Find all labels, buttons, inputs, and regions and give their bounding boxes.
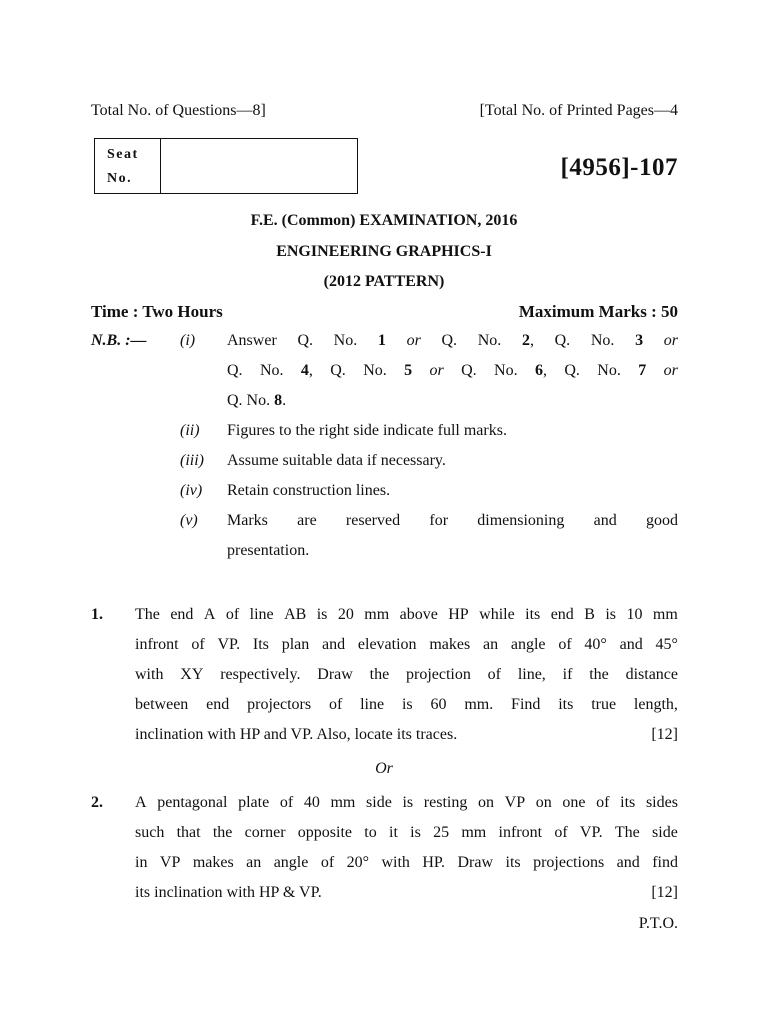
word: VP (159, 854, 181, 871)
word: 20 (337, 606, 354, 623)
total-questions: Total No. of Questions—8] (91, 102, 266, 119)
word: 45° (655, 636, 678, 653)
word: B (584, 606, 595, 623)
word: A (203, 606, 216, 623)
word: of (554, 824, 568, 841)
word: 25 (433, 824, 450, 841)
note-line (227, 512, 678, 530)
question-line (135, 696, 678, 714)
question-line: its inclination with HP & VP. (135, 884, 322, 901)
question-last-line (135, 726, 678, 744)
word: Draw (457, 854, 494, 871)
word: 2, (521, 332, 534, 349)
word: HP (448, 606, 469, 623)
word: find (652, 854, 678, 871)
question-last-line (135, 884, 678, 902)
word: 4, (300, 362, 313, 379)
word: an (482, 636, 499, 653)
question-number: 1. (91, 606, 103, 623)
word: above (399, 606, 438, 623)
word: infront (135, 636, 179, 653)
word: 1 (377, 332, 386, 349)
word: on (535, 794, 552, 811)
word: XY (180, 666, 204, 683)
word: resting (423, 794, 468, 811)
word: with (381, 854, 410, 871)
question-marks: [12] (651, 726, 678, 743)
maximum-marks: Maximum Marks : 50 (518, 302, 678, 321)
word: 5 (404, 362, 413, 379)
word: its (525, 606, 541, 623)
word: No. (363, 362, 387, 379)
word: of (225, 606, 240, 623)
word: No. (597, 362, 621, 379)
word: mm (461, 824, 487, 841)
question-line (135, 854, 678, 872)
word: Its (252, 636, 269, 653)
word: sides (645, 794, 678, 811)
word: Find (511, 696, 541, 713)
word: and (616, 854, 640, 871)
note-line: Assume suitable data if necessary. (227, 452, 446, 469)
word: respectively. (220, 666, 301, 683)
word: elevation (357, 636, 417, 653)
word: mm (330, 794, 356, 811)
word: 20° (346, 854, 369, 871)
word: Q. (441, 332, 458, 349)
exam-title: F.E. (Common) EXAMINATION, 2016 (250, 212, 518, 229)
note-line: Figures to the right side indicate full marks. (227, 422, 507, 439)
total-pages: [Total No. of Printed Pages—4 (479, 102, 678, 119)
word: or (429, 362, 444, 379)
word: No. (259, 362, 284, 379)
word: is (316, 606, 328, 623)
word: side (652, 824, 678, 841)
word: No. (494, 362, 518, 379)
word: of (191, 636, 205, 653)
word: Answer (227, 332, 277, 349)
word: plan (281, 636, 310, 653)
note-line: Retain construction lines. (227, 482, 391, 499)
word: side (366, 794, 392, 811)
word: Q. (330, 362, 346, 379)
word: its (558, 696, 574, 713)
word: Q. (227, 362, 243, 379)
word: VP. (217, 636, 241, 653)
word: 10 (626, 606, 643, 623)
word: mm (364, 606, 390, 623)
word: No. (477, 332, 502, 349)
word: good (645, 512, 678, 529)
seat-number-entry (161, 139, 357, 193)
word: its (505, 854, 521, 871)
word: between (135, 696, 189, 713)
time-allowed: Time : Two Hours (91, 302, 223, 321)
word: of (320, 854, 335, 871)
word: VP (504, 794, 526, 811)
note-line: Q. No. 8. (227, 392, 287, 409)
word: Q. (554, 332, 571, 349)
word: angle (273, 854, 309, 871)
word: an (246, 854, 262, 871)
word: pentagonal (157, 794, 228, 811)
word: for (429, 512, 449, 529)
word: end (550, 606, 574, 623)
question-line (135, 606, 678, 624)
word: Draw (317, 666, 353, 683)
word: while (479, 606, 515, 623)
word: mm. (464, 696, 494, 713)
note-number: (iii) (180, 452, 204, 469)
word: The (135, 606, 160, 623)
word: infront (498, 824, 543, 841)
note-number: (iv) (180, 482, 203, 499)
word: 40 (303, 794, 320, 811)
seat-label: Seat No. (95, 139, 161, 193)
note-number: (ii) (180, 422, 200, 439)
word: Q. (564, 362, 580, 379)
word: is (401, 696, 413, 713)
word: and (593, 512, 617, 529)
word: on (477, 794, 494, 811)
note-number: (v) (180, 512, 198, 529)
word: one (562, 794, 586, 811)
nb-label: N.B. :— (91, 332, 147, 349)
word: of (596, 794, 610, 811)
word: the (212, 824, 233, 841)
question-line (135, 824, 678, 842)
word: and (619, 636, 643, 653)
subject-title: ENGINEERING GRAPHICS-I (276, 243, 492, 260)
word: 7 (638, 362, 647, 379)
word: 40° (584, 636, 607, 653)
word: VP. (579, 824, 603, 841)
word: and (322, 636, 346, 653)
word: the (589, 666, 609, 683)
question-line (135, 666, 678, 684)
note-line (227, 332, 678, 350)
pattern-title: (2012 PATTERN) (323, 273, 445, 290)
word: projection (405, 666, 471, 683)
word: A (135, 794, 147, 811)
seat-number-box (94, 138, 358, 194)
word: of (328, 696, 343, 713)
word: is (605, 606, 617, 623)
word: or (406, 332, 421, 349)
word: opposite (297, 824, 353, 841)
word: AB (284, 606, 307, 623)
word: if (562, 666, 573, 683)
note-number: (i) (180, 332, 196, 349)
word: Q. (297, 332, 313, 349)
word: makes (192, 854, 234, 871)
paper-code: [4956]-107 (560, 154, 678, 181)
word: such (135, 824, 165, 841)
word: its (620, 794, 636, 811)
word: Marks (227, 512, 268, 529)
word: is (402, 794, 414, 811)
or-separator: Or (375, 760, 393, 777)
word: distance (625, 666, 678, 683)
word: projections (533, 854, 605, 871)
word: is (410, 824, 421, 841)
word: true (591, 696, 617, 713)
word: that (176, 824, 201, 841)
word: line (249, 606, 274, 623)
word: makes (429, 636, 471, 653)
word: length, (633, 696, 678, 713)
word: of (279, 794, 294, 811)
word: Q. (461, 362, 477, 379)
word: 3 (635, 332, 644, 349)
word: or (663, 362, 678, 379)
question-marks: [12] (651, 884, 678, 901)
question-number: 2. (91, 794, 103, 811)
note-line (227, 362, 678, 380)
word: of (558, 636, 572, 653)
word: corner (244, 824, 286, 841)
word: line (360, 696, 385, 713)
word: dimensioning (477, 512, 565, 529)
word: line, (517, 666, 546, 683)
word: are (297, 512, 317, 529)
word: projectors (247, 696, 312, 713)
word: 60 (430, 696, 447, 713)
word: in (135, 854, 148, 871)
word: 6, (534, 362, 547, 379)
note-line: presentation. (227, 542, 310, 559)
word: with (135, 666, 164, 683)
word: angle (510, 636, 546, 653)
word: HP. (422, 854, 446, 871)
question-line: inclination with HP and VP. Also, locate its traces. (135, 726, 458, 743)
word: it (389, 824, 398, 841)
word: plate (238, 794, 270, 811)
word: end (206, 696, 230, 713)
question-line (135, 636, 678, 654)
word: end (170, 606, 194, 623)
word: of (487, 666, 501, 683)
word: No. (590, 332, 615, 349)
word: to (364, 824, 377, 841)
word: No. (333, 332, 358, 349)
word: or (663, 332, 678, 349)
word: the (369, 666, 390, 683)
word: reserved (345, 512, 401, 529)
question-line (135, 794, 678, 812)
pto: P.T.O. (638, 915, 678, 932)
word: The (614, 824, 640, 841)
word: mm (652, 606, 678, 623)
